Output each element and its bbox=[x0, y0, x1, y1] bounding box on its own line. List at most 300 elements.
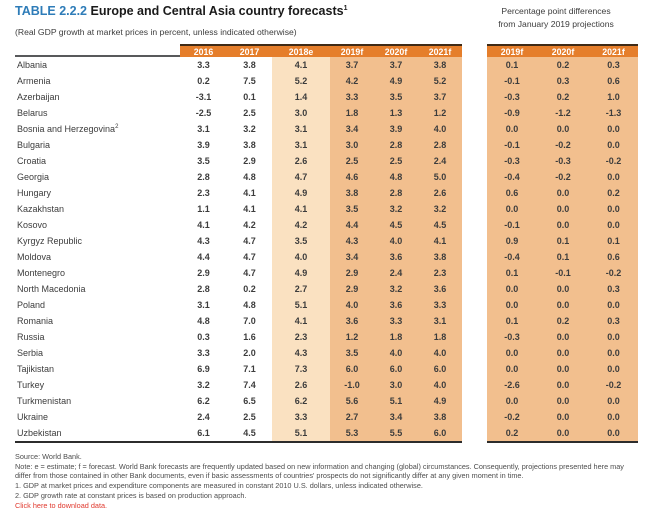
download-data-link[interactable]: Click here to download data. bbox=[15, 500, 108, 510]
value-cell: 3.5 bbox=[197, 156, 210, 166]
country-cell: Romania bbox=[17, 316, 54, 326]
value-cell: 6.2 bbox=[272, 393, 330, 409]
value-cell: 3.0 bbox=[374, 377, 418, 393]
value-cell: 3.9 bbox=[374, 121, 418, 137]
value-cell: 2.6 bbox=[272, 377, 330, 393]
table-row bbox=[487, 425, 638, 441]
table-row bbox=[487, 201, 638, 217]
value-cell: 6.5 bbox=[243, 396, 256, 406]
value-cell: 0.1 bbox=[537, 233, 589, 249]
value-cell: 5.6 bbox=[330, 393, 374, 409]
value-cell: 3.8 bbox=[418, 57, 462, 73]
value-cell: 0.0 bbox=[589, 345, 638, 361]
forecast-note: Note: e = estimate; f = forecast. World Bank forecasts are frequently updated based on new information and changing (global) circumstances. Consequently, projections presented here may differ from those contained in other Bank documents, even if basic assessments of countries' prospects do not significantly differ at any given moment in time. bbox=[15, 461, 624, 481]
value-cell: 5.2 bbox=[418, 73, 462, 89]
value-cell: 3.0 bbox=[330, 137, 374, 153]
country-cell: Bosnia and Herzegovina$^2$ bbox=[17, 124, 119, 134]
table-row bbox=[15, 265, 462, 281]
footnote-2: 2. GDP growth rate at constant prices is based on production approach. bbox=[15, 490, 247, 500]
value-cell: 3.6 bbox=[418, 281, 462, 297]
value-cell: 0.0 bbox=[537, 297, 589, 313]
value-cell: 3.6 bbox=[330, 313, 374, 329]
value-cell: 4.1 bbox=[243, 204, 256, 214]
value-cell: 7.3 bbox=[272, 361, 330, 377]
value-cell: 4.9 bbox=[374, 73, 418, 89]
country-cell: Georgia bbox=[17, 172, 50, 182]
value-cell: 6.1 bbox=[197, 428, 210, 438]
value-cell: -0.4 bbox=[487, 169, 537, 185]
year-column-header: 2019f bbox=[330, 44, 374, 57]
year-column-header: 2021f bbox=[589, 44, 638, 57]
table-number: TABLE 2.2.2 bbox=[15, 4, 88, 18]
value-cell: 0.0 bbox=[487, 345, 537, 361]
value-cell: 4.0 bbox=[374, 233, 418, 249]
header-row bbox=[487, 44, 638, 57]
value-cell: 4.2 bbox=[272, 217, 330, 233]
value-cell: 0.0 bbox=[537, 281, 589, 297]
value-cell: -2.5 bbox=[195, 108, 212, 118]
value-cell: -2.6 bbox=[487, 377, 537, 393]
table-row bbox=[15, 329, 462, 345]
value-cell: 5.1 bbox=[374, 393, 418, 409]
value-cell: 0.0 bbox=[589, 409, 638, 425]
footnote-1: 1. GDP at market prices and expenditure components are measured in constant 2010 U.S. dollars, unless indicated otherwise. bbox=[15, 481, 423, 491]
value-cell: 7.4 bbox=[243, 380, 256, 390]
value-cell: 3.1 bbox=[197, 300, 210, 310]
value-cell: -0.3 bbox=[487, 329, 537, 345]
country-cell: Tajikistan bbox=[17, 364, 55, 374]
country-cell: Belarus bbox=[17, 108, 48, 118]
source-note: Source: World Bank. bbox=[15, 452, 82, 461]
country-cell: Kyrgyz Republic bbox=[17, 236, 83, 246]
value-cell: 1.6 bbox=[243, 332, 256, 342]
value-cell: 4.0 bbox=[418, 121, 462, 137]
value-cell: 2.8 bbox=[197, 172, 210, 182]
value-cell: 2.8 bbox=[418, 137, 462, 153]
value-cell: 3.2 bbox=[374, 281, 418, 297]
country-cell: Hungary bbox=[17, 188, 52, 198]
value-cell: 0.0 bbox=[487, 361, 537, 377]
value-cell: 3.3 bbox=[197, 60, 210, 70]
country-cell: Russia bbox=[17, 332, 45, 342]
value-cell: 2.7 bbox=[272, 281, 330, 297]
value-cell: 4.1 bbox=[418, 233, 462, 249]
value-cell: 0.0 bbox=[487, 281, 537, 297]
value-cell: 0.0 bbox=[487, 201, 537, 217]
table-row bbox=[15, 425, 462, 441]
table-row bbox=[487, 105, 638, 121]
country-cell: North Macedonia bbox=[17, 284, 86, 294]
value-cell: 1.2 bbox=[418, 105, 462, 121]
value-cell: 0.0 bbox=[537, 345, 589, 361]
value-cell: 3.5 bbox=[330, 201, 374, 217]
table-row bbox=[15, 89, 462, 105]
value-cell: 1.8 bbox=[418, 329, 462, 345]
value-cell: 3.3 bbox=[272, 409, 330, 425]
difference-table bbox=[487, 44, 638, 443]
value-cell: 5.5 bbox=[374, 425, 418, 441]
value-cell: 0.0 bbox=[537, 425, 589, 441]
value-cell: 0.2 bbox=[537, 313, 589, 329]
value-cell: 0.3 bbox=[589, 313, 638, 329]
value-cell: 3.4 bbox=[374, 409, 418, 425]
value-cell: 3.1 bbox=[197, 124, 210, 134]
country-cell: Armenia bbox=[17, 76, 51, 86]
value-cell: 3.1 bbox=[272, 121, 330, 137]
table-row bbox=[15, 249, 462, 265]
value-cell: 7.5 bbox=[243, 76, 256, 86]
table-row bbox=[487, 265, 638, 281]
value-cell: 1.1 bbox=[197, 204, 210, 214]
value-cell: 0.0 bbox=[589, 393, 638, 409]
table-row bbox=[487, 217, 638, 233]
table-row bbox=[487, 73, 638, 89]
country-cell: Kazakhstan bbox=[17, 204, 65, 214]
value-cell: 2.5 bbox=[330, 153, 374, 169]
value-cell: 4.3 bbox=[330, 233, 374, 249]
value-cell: 3.3 bbox=[374, 313, 418, 329]
country-cell: Albania bbox=[17, 60, 48, 70]
value-cell: 5.1 bbox=[272, 425, 330, 441]
value-cell: 0.2 bbox=[589, 185, 638, 201]
value-cell: 2.9 bbox=[330, 265, 374, 281]
value-cell: 2.9 bbox=[197, 268, 210, 278]
year-column-header: 2016 bbox=[180, 44, 227, 57]
value-cell: -0.2 bbox=[589, 153, 638, 169]
value-cell: 4.0 bbox=[418, 377, 462, 393]
table-row bbox=[487, 313, 638, 329]
value-cell: 0.2 bbox=[537, 57, 589, 73]
table-row bbox=[15, 185, 462, 201]
value-cell: 2.4 bbox=[197, 412, 210, 422]
value-cell: -0.1 bbox=[487, 73, 537, 89]
value-cell: 5.3 bbox=[330, 425, 374, 441]
value-cell: 4.4 bbox=[330, 217, 374, 233]
value-cell: 1.4 bbox=[272, 89, 330, 105]
forecast-table bbox=[15, 44, 462, 443]
table-row bbox=[15, 105, 462, 121]
value-cell: 4.8 bbox=[243, 300, 256, 310]
value-cell: 4.0 bbox=[330, 297, 374, 313]
value-cell: 6.0 bbox=[330, 361, 374, 377]
value-cell: 0.0 bbox=[537, 361, 589, 377]
value-cell: -0.4 bbox=[487, 249, 537, 265]
value-cell: 0.6 bbox=[589, 249, 638, 265]
table-row bbox=[487, 233, 638, 249]
value-cell: 6.2 bbox=[197, 396, 210, 406]
table-row bbox=[487, 137, 638, 153]
value-cell: 2.0 bbox=[243, 348, 256, 358]
value-cell: 0.1 bbox=[487, 265, 537, 281]
value-cell: 4.7 bbox=[243, 252, 256, 262]
value-cell: 3.2 bbox=[243, 124, 256, 134]
value-cell: 4.8 bbox=[243, 172, 256, 182]
value-cell: 4.7 bbox=[243, 268, 256, 278]
value-cell: 0.0 bbox=[487, 121, 537, 137]
table-row bbox=[15, 121, 462, 137]
table-row bbox=[487, 89, 638, 105]
year-column-header: 2021f bbox=[418, 44, 462, 57]
table-row bbox=[15, 409, 462, 425]
value-cell: 2.8 bbox=[374, 137, 418, 153]
table-row bbox=[15, 201, 462, 217]
table-row bbox=[15, 153, 462, 169]
value-cell: 3.7 bbox=[418, 89, 462, 105]
value-cell: 4.1 bbox=[243, 188, 256, 198]
table-row bbox=[487, 409, 638, 425]
value-cell: 4.1 bbox=[197, 220, 210, 230]
value-cell: 0.0 bbox=[589, 137, 638, 153]
value-cell: 3.5 bbox=[272, 233, 330, 249]
country-cell: Kosovo bbox=[17, 220, 48, 230]
value-cell: 2.4 bbox=[418, 153, 462, 169]
diff-header-line2: from January 2019 projections bbox=[498, 19, 614, 29]
value-cell: -1.0 bbox=[330, 377, 374, 393]
value-cell: 0.3 bbox=[197, 332, 210, 342]
value-cell: 0.0 bbox=[537, 121, 589, 137]
value-cell: 0.2 bbox=[487, 425, 537, 441]
value-cell: 4.4 bbox=[197, 252, 210, 262]
value-cell: -1.2 bbox=[537, 105, 589, 121]
value-cell: 2.6 bbox=[272, 153, 330, 169]
value-cell: 1.2 bbox=[330, 329, 374, 345]
value-cell: 0.2 bbox=[537, 89, 589, 105]
value-cell: 3.3 bbox=[418, 297, 462, 313]
value-cell: 4.9 bbox=[418, 393, 462, 409]
table-title-text: Europe and Central Asia country forecasts bbox=[90, 4, 344, 18]
value-cell: -0.9 bbox=[487, 105, 537, 121]
table-row bbox=[487, 361, 638, 377]
year-column-header: 2019f bbox=[487, 44, 537, 57]
value-cell: 4.2 bbox=[243, 220, 256, 230]
value-cell: 2.5 bbox=[243, 412, 256, 422]
table-row bbox=[487, 345, 638, 361]
value-cell: -0.1 bbox=[487, 137, 537, 153]
year-column-header: 2020f bbox=[374, 44, 418, 57]
value-cell: 4.2 bbox=[330, 73, 374, 89]
value-cell: 0.0 bbox=[537, 217, 589, 233]
country-cell: Moldova bbox=[17, 252, 52, 262]
value-cell: 0.3 bbox=[537, 73, 589, 89]
value-cell: 0.0 bbox=[589, 361, 638, 377]
table-row bbox=[487, 153, 638, 169]
table-row bbox=[15, 233, 462, 249]
value-cell: 0.1 bbox=[537, 249, 589, 265]
value-cell: 3.2 bbox=[418, 201, 462, 217]
value-cell: 6.0 bbox=[418, 425, 462, 441]
table-row bbox=[15, 297, 462, 313]
value-cell: 3.8 bbox=[243, 60, 256, 70]
value-cell: 0.1 bbox=[589, 233, 638, 249]
value-cell: 0.3 bbox=[589, 57, 638, 73]
value-cell: -0.2 bbox=[589, 377, 638, 393]
value-cell: 3.9 bbox=[197, 140, 210, 150]
value-cell: 0.6 bbox=[487, 185, 537, 201]
table-row bbox=[15, 361, 462, 377]
table-row bbox=[487, 297, 638, 313]
table-row bbox=[15, 137, 462, 153]
country-cell: Montenegro bbox=[17, 268, 66, 278]
table-row bbox=[15, 281, 462, 297]
value-cell: 4.3 bbox=[272, 345, 330, 361]
value-cell: 1.8 bbox=[330, 105, 374, 121]
table-row bbox=[15, 73, 462, 89]
value-cell: 0.0 bbox=[537, 409, 589, 425]
value-cell: 0.6 bbox=[589, 73, 638, 89]
value-cell: 4.1 bbox=[272, 201, 330, 217]
value-cell: 0.0 bbox=[487, 393, 537, 409]
value-cell: 3.4 bbox=[330, 249, 374, 265]
value-cell: 0.2 bbox=[243, 284, 256, 294]
value-cell: 1.0 bbox=[589, 89, 638, 105]
country-column-header bbox=[15, 44, 180, 57]
value-cell: 2.5 bbox=[243, 108, 256, 118]
country-cell: Ukraine bbox=[17, 412, 49, 422]
value-cell: 0.0 bbox=[537, 393, 589, 409]
value-cell: 0.0 bbox=[589, 201, 638, 217]
value-cell: 2.8 bbox=[374, 185, 418, 201]
value-cell: -0.2 bbox=[487, 409, 537, 425]
value-cell: 4.9 bbox=[272, 185, 330, 201]
value-cell: 3.8 bbox=[330, 185, 374, 201]
value-cell: 3.3 bbox=[197, 348, 210, 358]
value-cell: 6.0 bbox=[418, 361, 462, 377]
value-cell: 4.5 bbox=[418, 217, 462, 233]
table-row bbox=[487, 393, 638, 409]
value-cell: 3.6 bbox=[374, 297, 418, 313]
table-row bbox=[15, 169, 462, 185]
table-footer bbox=[15, 452, 641, 510]
country-cell: Croatia bbox=[17, 156, 47, 166]
table-row bbox=[487, 249, 638, 265]
value-cell: 3.2 bbox=[374, 201, 418, 217]
value-cell: 0.0 bbox=[589, 297, 638, 313]
value-cell: 2.3 bbox=[418, 265, 462, 281]
country-cell: Serbia bbox=[17, 348, 44, 358]
value-cell: 7.0 bbox=[243, 316, 256, 326]
value-cell: 5.1 bbox=[272, 297, 330, 313]
year-column-header: 2017 bbox=[227, 44, 272, 57]
table-row bbox=[15, 393, 462, 409]
table-row bbox=[487, 281, 638, 297]
table-row bbox=[15, 377, 462, 393]
value-cell: -0.3 bbox=[537, 153, 589, 169]
value-cell: 6.9 bbox=[197, 364, 210, 374]
country-cell: Poland bbox=[17, 300, 46, 310]
value-cell: 3.1 bbox=[418, 313, 462, 329]
value-cell: 2.9 bbox=[243, 156, 256, 166]
country-cell: Uzbekistan bbox=[17, 428, 62, 438]
value-cell: -3.1 bbox=[195, 92, 212, 102]
table-row bbox=[487, 57, 638, 73]
value-cell: 3.5 bbox=[330, 345, 374, 361]
table-title bbox=[15, 4, 347, 18]
value-cell: 0.0 bbox=[537, 329, 589, 345]
table-row bbox=[487, 329, 638, 345]
value-cell: 0.3 bbox=[589, 281, 638, 297]
value-cell: -0.2 bbox=[537, 169, 589, 185]
value-cell: 0.0 bbox=[589, 121, 638, 137]
table-subtitle: (Real GDP growth at market prices in percent, unless indicated otherwise) bbox=[15, 27, 297, 37]
value-cell: 0.0 bbox=[589, 169, 638, 185]
country-cell: Turkmenistan bbox=[17, 396, 72, 406]
year-column-header: 2020f bbox=[537, 44, 589, 57]
value-cell: -0.3 bbox=[487, 89, 537, 105]
value-cell: 3.7 bbox=[374, 57, 418, 73]
value-cell: 3.1 bbox=[272, 137, 330, 153]
value-cell: 0.0 bbox=[589, 217, 638, 233]
value-cell: 3.0 bbox=[272, 105, 330, 121]
value-cell: -0.1 bbox=[537, 265, 589, 281]
value-cell: 0.1 bbox=[487, 313, 537, 329]
value-cell: 4.1 bbox=[272, 313, 330, 329]
value-cell: 3.8 bbox=[418, 409, 462, 425]
value-cell: 4.6 bbox=[330, 169, 374, 185]
value-cell: 0.0 bbox=[589, 425, 638, 441]
table-row bbox=[15, 345, 462, 361]
value-cell: 3.5 bbox=[374, 89, 418, 105]
value-cell: -0.1 bbox=[487, 217, 537, 233]
value-cell: 7.1 bbox=[243, 364, 256, 374]
value-cell: 3.6 bbox=[374, 249, 418, 265]
value-cell: 4.8 bbox=[197, 316, 210, 326]
value-cell: -0.2 bbox=[537, 137, 589, 153]
value-cell: 4.7 bbox=[272, 169, 330, 185]
value-cell: 2.5 bbox=[374, 153, 418, 169]
value-cell: 0.0 bbox=[589, 329, 638, 345]
diff-header-line1: Percentage point differences bbox=[501, 6, 611, 16]
table-row bbox=[15, 313, 462, 329]
value-cell: -0.2 bbox=[589, 265, 638, 281]
table-row bbox=[15, 217, 462, 233]
value-cell: 0.0 bbox=[487, 297, 537, 313]
value-cell: 3.4 bbox=[330, 121, 374, 137]
value-cell: -0.3 bbox=[487, 153, 537, 169]
value-cell: 0.9 bbox=[487, 233, 537, 249]
value-cell: 3.7 bbox=[330, 57, 374, 73]
table-row bbox=[487, 169, 638, 185]
value-cell: 4.7 bbox=[243, 236, 256, 246]
value-cell: 2.6 bbox=[418, 185, 462, 201]
country-cell: Turkey bbox=[17, 380, 45, 390]
value-cell: 4.5 bbox=[243, 428, 256, 438]
value-cell: -1.3 bbox=[589, 105, 638, 121]
value-cell: 5.0 bbox=[418, 169, 462, 185]
value-cell: 0.2 bbox=[197, 76, 210, 86]
value-cell: 0.0 bbox=[537, 201, 589, 217]
year-column-header: 2018e bbox=[272, 44, 330, 57]
table-row bbox=[487, 121, 638, 137]
table-row bbox=[487, 185, 638, 201]
value-cell: 0.1 bbox=[487, 57, 537, 73]
country-cell: Bulgaria bbox=[17, 140, 51, 150]
value-cell: 4.1 bbox=[272, 57, 330, 73]
value-cell: 4.5 bbox=[374, 217, 418, 233]
value-cell: 5.2 bbox=[272, 73, 330, 89]
title-footnote-marker: 1 bbox=[343, 4, 348, 12]
value-cell: 0.0 bbox=[537, 377, 589, 393]
value-cell: 2.8 bbox=[197, 284, 210, 294]
value-cell: 2.9 bbox=[330, 281, 374, 297]
value-cell: 2.3 bbox=[197, 188, 210, 198]
value-cell: 3.3 bbox=[330, 89, 374, 105]
table-row bbox=[15, 57, 462, 73]
value-cell: 4.8 bbox=[374, 169, 418, 185]
diff-section-header bbox=[462, 5, 650, 31]
value-cell: 4.3 bbox=[197, 236, 210, 246]
value-cell: 6.0 bbox=[374, 361, 418, 377]
value-cell: 3.8 bbox=[243, 140, 256, 150]
